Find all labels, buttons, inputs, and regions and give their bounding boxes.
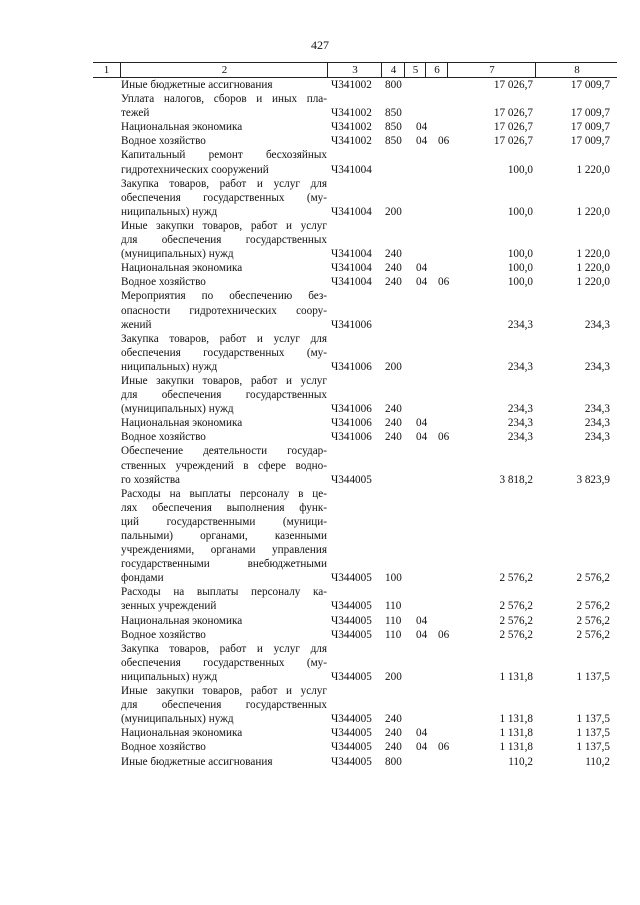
row-amount-year1: 17 026,7 (493, 121, 533, 134)
row-name-line: обеспечения государственных (му- (121, 346, 327, 359)
table-row (0, 275, 640, 289)
row-name-line: тежей (121, 107, 150, 120)
row-name-line: Национальная экономика (121, 417, 243, 430)
row-expense-type: 240 (385, 262, 402, 275)
header-col-3: 3 (327, 63, 382, 77)
row-amount-year2: 2 576,2 (576, 572, 610, 585)
row-code: Ч344005 (331, 670, 372, 683)
row-name-line: учреждениями, органами управления (121, 544, 327, 557)
row-subsection: 06 (438, 135, 450, 148)
row-code: Ч341006 (331, 318, 372, 331)
row-name-line: ственных учреждений в сфере водно- (121, 459, 327, 472)
row-amount-year2: 234,3 (584, 360, 610, 373)
row-section: 04 (416, 614, 428, 627)
table-row (0, 78, 640, 92)
table-row (0, 642, 640, 684)
row-amount-year2: 17 009,7 (570, 121, 610, 134)
row-name-line: Мероприятия по обеспечению без- (121, 290, 327, 303)
table-row (0, 92, 640, 120)
row-amount-year2: 17 009,7 (570, 135, 610, 148)
row-name-line: Национальная экономика (121, 614, 243, 627)
row-amount-year1: 17 026,7 (493, 79, 533, 91)
row-name-line: Расходы на выплаты персоналу в це- (121, 487, 327, 500)
row-name-line: гидротехнических сооружений (121, 163, 269, 176)
row-expense-type: 200 (385, 670, 402, 683)
row-amount-year2: 1 137,5 (576, 670, 610, 683)
row-name-line: Обеспечение деятельности государ- (121, 445, 327, 458)
row-expense-type: 800 (385, 755, 402, 768)
row-name-line: Водное хозяйство (121, 431, 206, 444)
row-amount-year2: 234,3 (584, 403, 610, 416)
row-expense-type: 200 (385, 205, 402, 218)
header-col-1: 1 (103, 64, 110, 76)
row-name-line: Иные закупки товаров, работ и услуг (121, 219, 327, 232)
row-expense-type: 240 (385, 248, 402, 261)
row-section: 04 (416, 121, 428, 134)
row-amount-year1: 3 818,2 (499, 473, 533, 486)
row-name-line: для обеспечения государственных (121, 234, 327, 247)
row-expense-type: 110 (385, 600, 402, 613)
row-name-line: лях обеспечения выполнения функ- (121, 501, 327, 514)
row-code: Ч341004 (331, 248, 372, 261)
table-row (0, 219, 640, 261)
row-code: Ч341004 (331, 276, 372, 289)
row-name-line: Водное хозяйство (121, 628, 206, 641)
table-header (93, 62, 617, 78)
row-code: Ч341006 (331, 403, 372, 416)
row-code: Ч341002 (331, 135, 372, 148)
row-amount-year1: 234,3 (507, 360, 533, 373)
table-row (0, 444, 640, 486)
row-amount-year1: 100,0 (507, 276, 533, 289)
row-subsection: 06 (438, 431, 450, 444)
row-amount-year1: 2 576,2 (499, 614, 533, 627)
row-name-line: Капитальный ремонт бесхозяйных (121, 149, 327, 162)
row-amount-year2: 1 220,0 (576, 163, 610, 176)
row-code: Ч341006 (331, 417, 372, 430)
table-row (0, 628, 640, 642)
row-name-line: пальными) органами, казенными (121, 530, 327, 542)
row-name-line: обеспечения государственных (му- (121, 191, 327, 204)
row-code: Ч344005 (331, 741, 372, 754)
row-amount-year2: 1 220,0 (576, 262, 610, 275)
row-amount-year2: 17 009,7 (570, 79, 610, 91)
row-name-line: обеспечения государственных (му- (121, 656, 327, 669)
row-code: Ч341004 (331, 205, 372, 218)
row-name-line: ниципальных) нужд (121, 360, 218, 373)
row-name-line: фондами (121, 572, 164, 585)
row-code: Ч344005 (331, 572, 372, 585)
row-amount-year1: 1 131,8 (499, 670, 533, 683)
table-row (0, 614, 640, 628)
row-code: Ч341006 (331, 431, 372, 444)
row-name-line: го хозяйства (121, 473, 180, 486)
row-name-line: зенных учреждений (121, 600, 217, 613)
row-expense-type: 240 (385, 431, 402, 444)
row-amount-year1: 1 131,8 (499, 741, 533, 754)
row-expense-type: 200 (385, 360, 402, 373)
row-name-line: Водное хозяйство (121, 276, 206, 289)
row-amount-year1: 17 026,7 (493, 107, 533, 120)
row-amount-year2: 234,3 (584, 318, 610, 331)
row-name-line: ниципальных) нужд (121, 205, 218, 218)
row-code: Ч341004 (331, 163, 372, 176)
row-amount-year1: 1 131,8 (499, 713, 533, 726)
row-code: Ч341004 (331, 262, 372, 275)
row-name-line: (муниципальных) нужд (121, 713, 234, 726)
row-name-line: Закупка товаров, работ и услуг для (121, 177, 327, 190)
header-col-5: 5 (404, 63, 426, 77)
row-section: 04 (416, 417, 428, 430)
row-amount-year2: 17 009,7 (570, 107, 610, 120)
table-row (0, 332, 640, 374)
row-name-line: Иные закупки товаров, работ и услуг (121, 685, 327, 698)
header-col-6: 6 (425, 63, 448, 77)
row-section: 04 (416, 276, 428, 289)
row-expense-type: 240 (385, 727, 402, 740)
row-amount-year2: 3 823,9 (576, 473, 610, 486)
row-name-line: Иные закупки товаров, работ и услуг (121, 374, 327, 387)
row-amount-year1: 2 576,2 (499, 600, 533, 613)
row-name-line: Иные бюджетные ассигнования (121, 79, 273, 91)
row-code: Ч344005 (331, 473, 372, 486)
row-code: Ч341002 (331, 79, 372, 91)
row-code: Ч341006 (331, 360, 372, 373)
row-amount-year2: 2 576,2 (576, 628, 610, 641)
row-name-line: Водное хозяйство (121, 741, 206, 754)
header-col-4: 4 (381, 63, 405, 77)
row-code: Ч344005 (331, 727, 372, 740)
row-name-line: жений (121, 318, 152, 331)
row-subsection: 06 (438, 276, 450, 289)
row-amount-year1: 2 576,2 (499, 628, 533, 641)
row-amount-year2: 110,2 (585, 755, 610, 768)
row-expense-type: 100 (385, 572, 402, 585)
row-expense-type: 240 (385, 417, 402, 430)
row-amount-year2: 1 220,0 (576, 205, 610, 218)
row-amount-year2: 2 576,2 (576, 614, 610, 627)
table-row (0, 374, 640, 416)
row-name-line: для обеспечения государственных (121, 699, 327, 712)
table-row (0, 487, 640, 586)
row-amount-year1: 2 576,2 (499, 572, 533, 585)
row-name-line: Национальная экономика (121, 727, 243, 740)
row-amount-year1: 110,2 (508, 755, 533, 768)
row-amount-year1: 100,0 (507, 248, 533, 261)
row-section: 04 (416, 262, 428, 275)
row-amount-year1: 100,0 (507, 163, 533, 176)
row-section: 04 (416, 431, 428, 444)
row-name-line: Закупка товаров, работ и услуг для (121, 642, 327, 655)
table-row (0, 120, 640, 134)
row-expense-type: 240 (385, 741, 402, 754)
row-amount-year1: 234,3 (507, 431, 533, 444)
row-name-line: для обеспечения государственных (121, 389, 327, 402)
row-amount-year1: 1 131,8 (499, 727, 533, 740)
row-subsection: 06 (438, 628, 450, 641)
table-row (0, 585, 640, 613)
row-code: Ч344005 (331, 755, 372, 768)
row-code: Ч344005 (331, 600, 372, 613)
row-amount-year2: 234,3 (584, 417, 610, 430)
table-row (0, 740, 640, 754)
row-name-line: Уплата налогов, сборов и иных пла- (121, 93, 327, 106)
row-expense-type: 850 (385, 121, 402, 134)
row-expense-type: 850 (385, 107, 402, 120)
row-amount-year2: 1 220,0 (576, 276, 610, 289)
row-expense-type: 800 (385, 79, 402, 91)
row-amount-year2: 1 137,5 (576, 741, 610, 754)
row-code: Ч341002 (331, 121, 372, 134)
table-row (0, 755, 640, 769)
row-expense-type: 240 (385, 276, 402, 289)
table-row (0, 134, 640, 148)
table-row (0, 177, 640, 219)
row-amount-year1: 234,3 (507, 403, 533, 416)
row-name-line: опасности гидротехнических соору- (121, 304, 327, 317)
row-code: Ч341002 (331, 107, 372, 120)
row-expense-type: 110 (385, 614, 402, 627)
row-amount-year2: 1 137,5 (576, 727, 610, 740)
row-subsection: 06 (438, 741, 450, 754)
row-amount-year1: 234,3 (507, 318, 533, 331)
row-name-line: ниципальных) нужд (121, 670, 218, 683)
row-code: Ч344005 (331, 713, 372, 726)
row-name-line: (муниципальных) нужд (121, 248, 234, 261)
row-amount-year2: 234,3 (584, 431, 610, 444)
row-name-line: Национальная экономика (121, 121, 243, 134)
row-expense-type: 850 (385, 135, 402, 148)
table-row (0, 289, 640, 331)
row-amount-year1: 100,0 (507, 262, 533, 275)
row-name-line: ций государственными (муници- (121, 515, 327, 528)
header-col-2: 2 (120, 63, 328, 77)
row-section: 04 (416, 727, 428, 740)
row-expense-type: 240 (385, 713, 402, 726)
row-section: 04 (416, 135, 428, 148)
table-body (0, 78, 640, 769)
row-name-line: Иные бюджетные ассигнования (121, 755, 273, 768)
header-col-7: 7 (447, 63, 536, 77)
row-name-line: Расходы на выплаты персоналу ка- (121, 586, 327, 599)
row-expense-type: 240 (385, 403, 402, 416)
row-expense-type: 110 (385, 628, 402, 641)
row-name-line: Национальная экономика (121, 262, 243, 275)
row-name-line: Водное хозяйство (121, 135, 206, 148)
table-row (0, 726, 640, 740)
row-section: 04 (416, 741, 428, 754)
row-name-line: Закупка товаров, работ и услуг для (121, 332, 327, 345)
table-row (0, 430, 640, 444)
row-amount-year2: 1 220,0 (576, 248, 610, 261)
row-code: Ч344005 (331, 628, 372, 641)
table-row (0, 684, 640, 726)
row-amount-year1: 100,0 (507, 205, 533, 218)
row-name-line: государственными внебюджетными (121, 558, 327, 571)
row-amount-year1: 234,3 (507, 417, 533, 430)
table-row (0, 261, 640, 275)
table-row (0, 416, 640, 430)
row-amount-year2: 1 137,5 (576, 713, 610, 726)
row-code: Ч344005 (331, 614, 372, 627)
table-row (0, 148, 640, 176)
page-number: 427 (311, 38, 329, 52)
row-section: 04 (416, 628, 428, 641)
row-name-line: (муниципальных) нужд (121, 403, 234, 416)
row-amount-year1: 17 026,7 (493, 135, 533, 148)
header-col-8: 8 (535, 63, 618, 77)
row-amount-year2: 2 576,2 (576, 600, 610, 613)
